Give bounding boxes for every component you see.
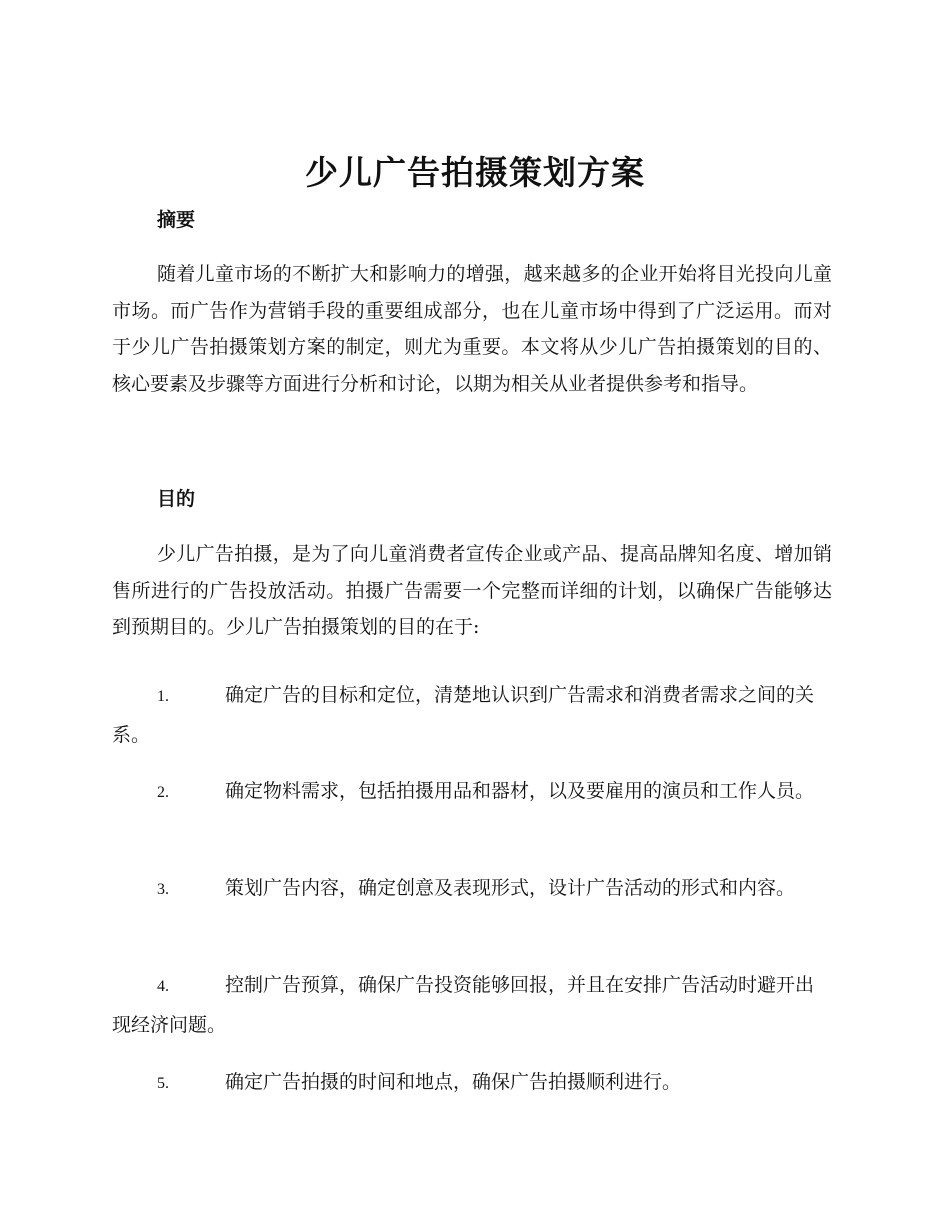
list-item — [112, 966, 832, 1045]
document-title: 少儿广告拍摄策划方案 — [305, 153, 645, 192]
list-item-text: 确定广告的目标和定位，清楚地认识到广告需求和消费者需求之间的关系。 — [112, 684, 815, 746]
list-item-number: 3. — [157, 881, 169, 898]
list-item-text: 确定物料需求，包括拍摄用品和器材，以及要雇用的演员和工作人员。 — [225, 780, 815, 802]
list-item — [112, 869, 832, 909]
list-item-number: 5. — [157, 1075, 169, 1092]
abstract-paragraph: 随着儿童市场的不断扩大和影响力的增强，越来越多的企业开始将目光投向儿童市场。而广告作为营销手段的重要组成部分，也在儿童市场中得到了广泛运用。而对于少儿广告拍摄策划方案的制定，则尤为重要。本文将从少儿广告拍摄策划的目的、核心要素及步骤等方面进行分析和讨论，以期为相关从业者提供参考和指导。 — [112, 263, 832, 395]
list-item-text: 控制广告预算，确保广告投资能够回报，并且在安排广告活动时避开出现经济问题。 — [112, 974, 815, 1036]
list-item — [112, 772, 832, 812]
abstract-heading: 摘要 — [157, 209, 196, 231]
list-item-text: 策划广告内容，确定创意及表现形式，设计广告活动的形式和内容。 — [225, 877, 796, 899]
purpose-paragraph: 少儿广告拍摄，是为了向儿童消费者宣传企业或产品、提高品牌知名度、增加销售所进行的广告投放活动。拍摄广告需要一个完整而详细的计划，以确保广告能够达到预期目的。少儿广告拍摄策划的目的在于: — [112, 543, 832, 638]
purpose-heading: 目的 — [157, 488, 196, 510]
list-item — [112, 676, 832, 755]
list-item-number: 4. — [157, 978, 169, 995]
list-item-number: 2. — [157, 784, 169, 801]
list-item — [112, 1063, 832, 1103]
list-item-text: 确定广告拍摄的时间和地点，确保广告拍摄顺利进行。 — [225, 1071, 682, 1093]
list-item-number: 1. — [157, 688, 169, 705]
